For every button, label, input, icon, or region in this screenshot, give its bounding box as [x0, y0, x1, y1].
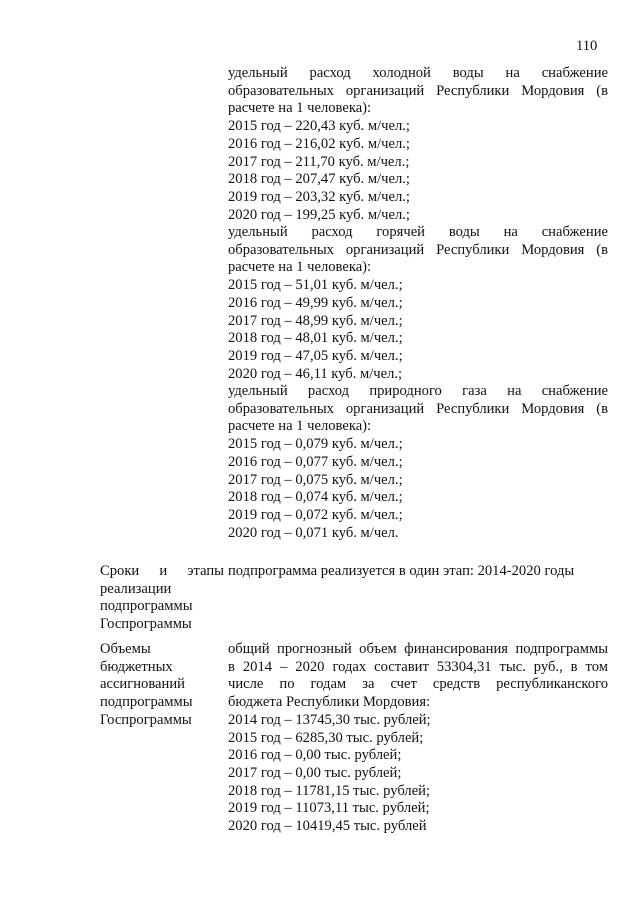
terms-label-line: реализации [100, 580, 172, 597]
gas-year-line: 2017 год – 0,075 куб. м/чел.; [228, 471, 403, 488]
hot-water-block [228, 224, 608, 383]
page-number: 110 [576, 38, 598, 54]
funding-intro-line: бюджета Республики Мордовия: [228, 694, 431, 711]
terms-value-line: подпрограмма реализуется в один этап: 2014-2020 годы [228, 563, 575, 579]
funding-year-line: 2014 год – 13745,30 тыс. рублей; [228, 711, 431, 728]
hot-water-intro-line: расчете на 1 человека): [228, 259, 372, 276]
funding-label-line: подпрограммы [100, 694, 193, 711]
hot-water-year-line: 2015 год – 51,01 куб. м/чел.; [228, 277, 403, 294]
cold-water-year-line: 2018 год – 207,47 куб. м/чел.; [228, 171, 410, 188]
terms-value [228, 563, 608, 581]
funding-year-line: 2019 год – 11073,11 тыс. рублей; [228, 800, 430, 817]
cold-water-year-line: 2020 год – 199,25 куб. м/чел.; [228, 206, 410, 223]
hot-water-intro-line: образовательных организаций Республики Мордовия (в [228, 241, 608, 258]
gas-block [228, 383, 608, 542]
cold-water-year-line: 2015 год – 220,43 куб. м/чел.; [228, 118, 410, 135]
funding-label-line: ассигнований [100, 676, 185, 693]
funding-intro-line: общий прогнозный объем финансирования подпрограммы [228, 641, 608, 657]
gas-intro-line: образовательных организаций Республики Мордовия (в [228, 400, 608, 417]
gas-year-line: 2020 год – 0,071 куб. м/чел. [228, 524, 399, 541]
funding-intro-line: числе по годам за счет средств республиканского [228, 676, 608, 693]
gas-intro-line: удельный расход природного газа на снабжение [228, 383, 608, 399]
terms-label-line: подпрограммы [100, 598, 193, 615]
hot-water-intro-line: удельный расход горячей воды на снабжение [228, 224, 608, 240]
terms-label-line: Сроки и этапы [100, 563, 224, 579]
hot-water-year-line: 2017 год – 48,99 куб. м/чел.; [228, 312, 403, 329]
funding-block [228, 641, 608, 836]
cold-water-block [228, 65, 608, 224]
funding-label-line: Объемы [100, 641, 151, 657]
gas-year-line: 2015 год – 0,079 куб. м/чел.; [228, 436, 403, 453]
cold-water-intro-line: удельный расход холодной воды на снабжение [228, 65, 608, 81]
terms-label-line: Госпрограммы [100, 616, 192, 633]
gas-year-line: 2019 год – 0,072 куб. м/чел.; [228, 506, 403, 523]
cold-water-year-line: 2016 год – 216,02 куб. м/чел.; [228, 135, 410, 152]
funding-year-line: 2016 год – 0,00 тыс. рублей; [228, 747, 402, 764]
terms-label [100, 563, 224, 634]
funding-label-line: бюджетных [100, 658, 173, 675]
cold-water-intro-line: образовательных организаций Республики Мордовия (в [228, 82, 608, 99]
cold-water-intro-line: расчете на 1 человека): [228, 100, 372, 117]
hot-water-year-line: 2020 год – 46,11 куб. м/чел.; [228, 365, 403, 382]
funding-year-line: 2018 год – 11781,15 тыс. рублей; [228, 782, 431, 799]
cold-water-year-line: 2017 год – 211,70 куб. м/чел.; [228, 153, 410, 170]
cold-water-year-line: 2019 год – 203,32 куб. м/чел.; [228, 188, 410, 205]
gas-year-line: 2016 год – 0,077 куб. м/чел.; [228, 453, 403, 470]
funding-label-line: Госпрограммы [100, 711, 192, 728]
hot-water-year-line: 2019 год – 47,05 куб. м/чел.; [228, 347, 403, 364]
funding-label [100, 641, 224, 730]
funding-year-line: 2020 год – 10419,45 тыс. рублей [228, 818, 427, 835]
funding-year-line: 2015 год – 6285,30 тыс. рублей; [228, 729, 424, 746]
gas-intro-line: расчете на 1 человека): [228, 418, 372, 435]
hot-water-year-line: 2016 год – 49,99 куб. м/чел.; [228, 294, 403, 311]
gas-year-line: 2018 год – 0,074 куб. м/чел.; [228, 489, 403, 506]
hot-water-year-line: 2018 год – 48,01 куб. м/чел.; [228, 330, 403, 347]
funding-year-line: 2017 год – 0,00 тыс. рублей; [228, 764, 402, 781]
funding-intro-line: в 2014 – 2020 годах составит 53304,31 тыс. руб., в том [228, 658, 608, 675]
